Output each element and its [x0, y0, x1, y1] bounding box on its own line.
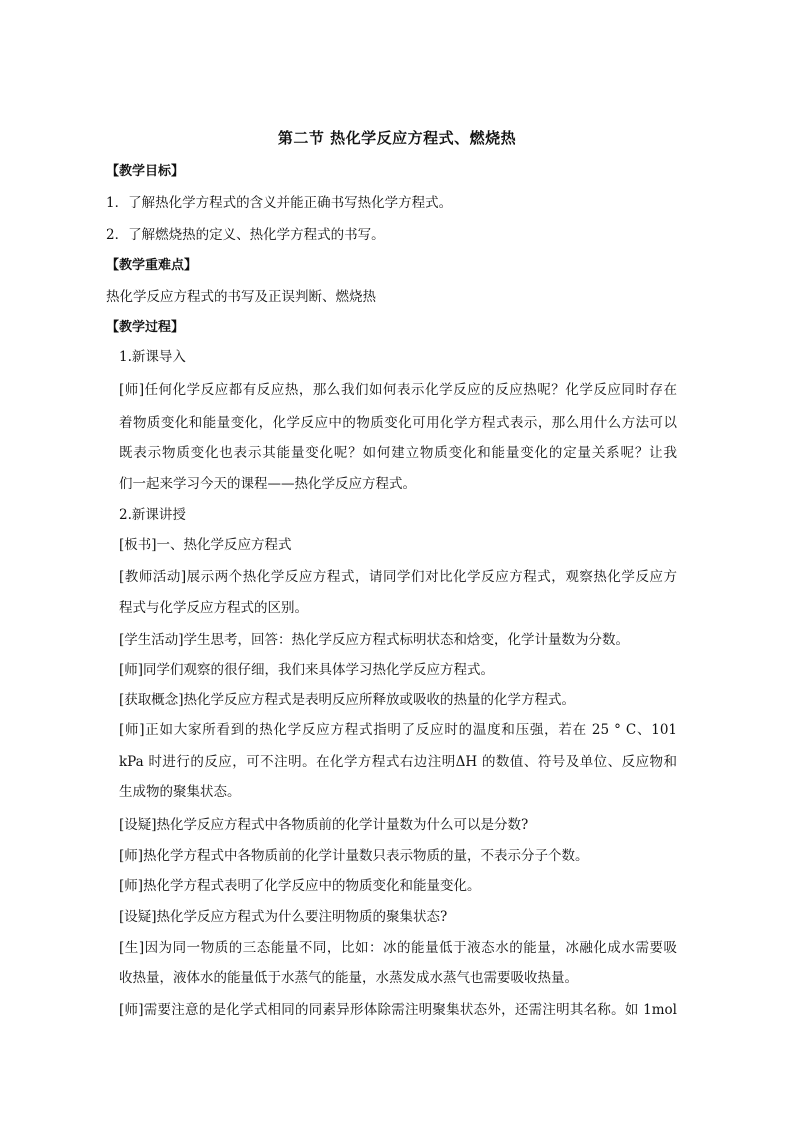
subheading-lecture: 2.新课讲授 — [119, 507, 186, 523]
paragraph-line: [师]正如大家所看到的热化学反应方程式指明了反应时的温度和压强，若在 25 ° C、101 — [119, 722, 677, 738]
subheading-intro: 1.新课导入 — [119, 349, 186, 365]
objective-item-1: 1．了解热化学方程式的含义并能正确书写热化学方程式。 — [106, 195, 453, 211]
paragraph-line: [师]同学们观察的很仔细，我们来具体学习热化学反应方程式。 — [119, 662, 495, 678]
paragraph-line: [师]任何化学反应都有反应热，那么我们如何表示化学反应的反应热呢？化学反应同时存在 — [119, 382, 677, 398]
objective-item-2: 2．了解燃烧热的定义、热化学方程式的书写。 — [106, 227, 385, 243]
paragraph-line: [生]因为同一物质的三态能量不同，比如：冰的能量低于液态水的能量，冰融化成水需要吸 — [119, 940, 677, 956]
paragraph-line: 收热量，液体水的能量低于水蒸气的能量，水蒸发成水蒸气也需要吸收热量。 — [119, 970, 578, 986]
paragraph-line: [设疑]热化学反应方程式中各物质前的化学计量数为什么可以是分数? — [119, 817, 529, 833]
paragraph-line: [教师活动]展示两个热化学反应方程式，请同学们对比化学反应方程式，观察热化学反应方 — [119, 569, 677, 585]
paragraph-line: 生成物的聚集状态。 — [119, 784, 241, 800]
paragraph-line: [师]热化学方程式表明了化学反应中的物质变化和能量变化。 — [119, 878, 481, 894]
paragraph-line: 程式与化学反应方程式的区别。 — [119, 600, 308, 616]
section-heading-objectives: 【教学目标】 — [106, 164, 185, 179]
paragraph-line: 既表示物质变化也表示其能量变化呢？如何建立物质变化和能量变化的定量关系呢？让我 — [119, 445, 677, 461]
key-points-text: 热化学反应方程式的书写及正误判断、燃烧热 — [106, 289, 376, 305]
section-heading-key-points: 【教学重难点】 — [106, 258, 198, 273]
paragraph-line: [师]热化学方程式中各物质前的化学计量数只表示物质的量，不表示分子个数。 — [119, 848, 589, 864]
paragraph-line: [师]需要注意的是化学式相同的同素异形体除需注明聚集状态外，还需注明其名称。如 1mol — [119, 1002, 677, 1018]
paragraph-line: 着物质变化和能量变化，化学反应中的物质变化可用化学方程式表示，那么用什么方法可以 — [119, 415, 677, 431]
paragraph-line: [获取概念]热化学反应方程式是表明反应所释放或吸收的热量的化学方程式。 — [119, 692, 576, 708]
paragraph-line: 们一起来学习今天的课程——热化学反应方程式。 — [119, 476, 416, 492]
paragraph-line: [学生活动]学生思考，回答：热化学反应方程式标明状态和焓变，化学计量数为分数。 — [119, 632, 630, 648]
page-title: 第二节 热化学反应方程式、燃烧热 — [277, 129, 517, 147]
paragraph-line: kPa 时进行的反应，可不注明。在化学方程式右边注明ΔH 的数值、符号及单位、反应物和 — [119, 754, 677, 770]
paragraph-line: [设疑]热化学反应方程式为什么要注明物质的聚集状态? — [119, 909, 448, 925]
section-heading-process: 【教学过程】 — [106, 320, 185, 335]
paragraph-line: [板书]一、热化学反应方程式 — [119, 537, 292, 553]
